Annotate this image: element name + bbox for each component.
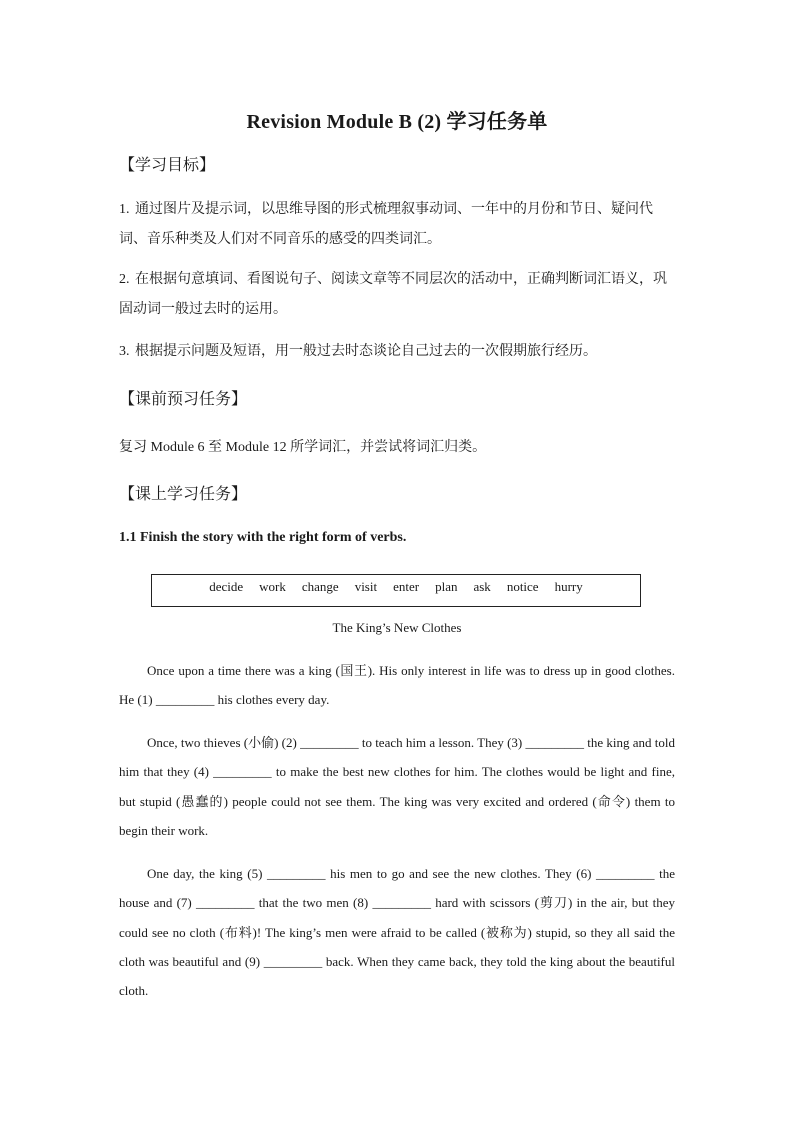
objective-text: 根据提示问题及短语，用一般过去时态谈论自己过去的一次假期旅行经历。 (135, 344, 597, 359)
word-bank-item: decide (209, 579, 244, 594)
paragraph-text: Once, two thieves (小偷) (2) _________ to teach him a lesson. They (3) _________ the king and told him that they (4) _________ to make the best new clothes for him. The clothes would be light and fine, but stupid (愚蠢的) people could not see them. The king was very excited and ordered (命令) them to begin their work. (119, 735, 675, 838)
objectives-heading: 【学习目标】 (119, 157, 216, 174)
word-bank-item: work (259, 579, 286, 594)
objective-item-2 (119, 265, 675, 325)
objective-number: 2. (119, 272, 130, 287)
objective-item-3 (119, 337, 675, 367)
objective-item-1 (119, 195, 675, 255)
word-bank-item: ask (473, 579, 491, 594)
word-bank-item: notice (506, 579, 539, 594)
inclass-heading: 【课上学习任务】 (119, 486, 248, 503)
word-bank-item: visit (354, 579, 378, 594)
objective-number: 1. (119, 202, 130, 217)
story-paragraph-3 (119, 859, 675, 1005)
preview-text: 复习 Module 6 至 Module 12 所学词汇，并尝试将词汇归类。 (119, 440, 487, 455)
word-bank-item: plan (435, 579, 458, 594)
objective-text: 通过图片及提示词，以思维导图的形式梳理叙事动词、一年中的月份和节日、疑问代词、音乐种类及人们对不同音乐的感受的四类词汇。 (119, 202, 653, 247)
paragraph-text: Once upon a time there was a king (国王). His only interest in life was to dress up in good clothes. He (1) _________ his clothes every day. (119, 663, 675, 708)
story-title: The King’s New Clothes (332, 620, 462, 635)
word-bank-item: change (301, 579, 339, 594)
page-title: Revision Module B (2) 学习任务单 (246, 111, 548, 133)
preview-heading: 【课前预习任务】 (119, 391, 248, 408)
story-paragraph-1 (119, 656, 675, 715)
word-bank-item: hurry (554, 579, 583, 594)
objective-text: 在根据句意填词、看图说句子、阅读文章等不同层次的活动中，正确判断词汇语义，巩固动词一般过去时的运用。 (119, 272, 667, 317)
paragraph-text: One day, the king (5) _________ his men to go and see the new clothes. They (6) _________ the house and (7) _________ that the two men (8) _________ hard with scissors (剪刀) in the air, but they could see no cloth (布料)! The king’s men were afraid to be called (被称为) stupid, so they all said the cloth was beautiful and (9) _________ back. When they came back, they told the king about the beautiful cloth. (119, 866, 675, 999)
word-bank (151, 574, 641, 607)
story-paragraph-2 (119, 728, 675, 845)
objective-number: 3. (119, 344, 130, 359)
task-title: 1.1 Finish the story with the right form of verbs. (119, 530, 407, 545)
word-bank-item: enter (393, 579, 420, 594)
